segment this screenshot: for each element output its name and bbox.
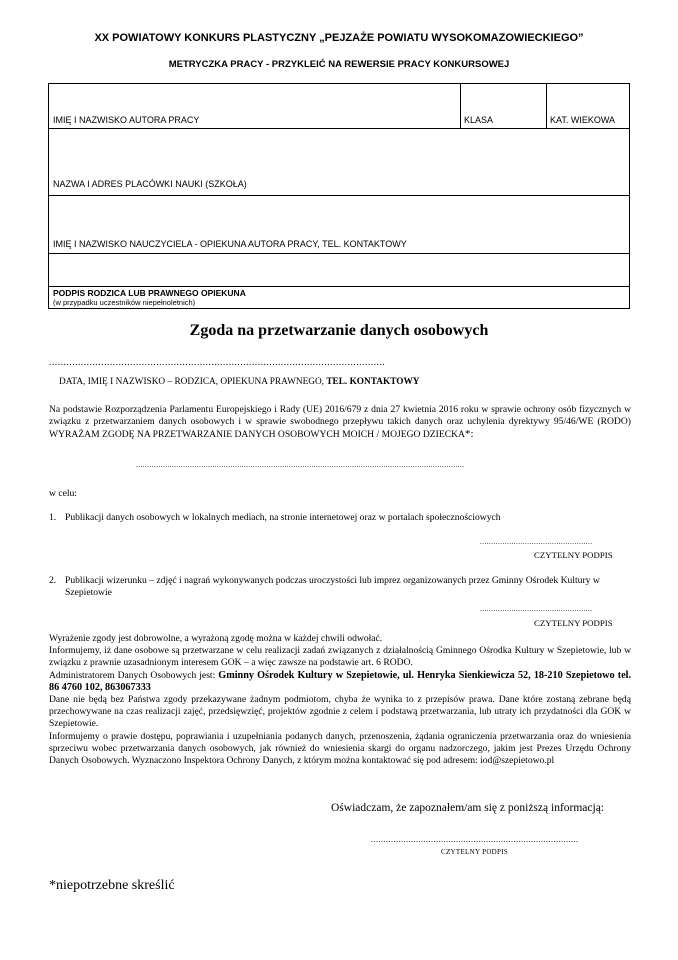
age-category-field-label: KAT. WIEKOWA (550, 115, 616, 125)
row-divider (49, 195, 629, 196)
footnote: *niepotrzebne skreślić (49, 878, 175, 893)
parent-signature-label: PODPIS RODZICA LUB PRAWNEGO OPIEKUNA (53, 288, 246, 298)
class-field-label: KLASA (464, 115, 494, 125)
guardian-data-line: .................................................................................................................... (49, 357, 386, 368)
row-divider (49, 128, 629, 129)
age-column-divider (546, 84, 547, 129)
author-field-label: IMIĘ I NAZWISKO AUTORA PRACY (53, 115, 200, 125)
row-divider (49, 286, 629, 287)
signature-line-2: .................................................. (480, 605, 593, 613)
signature-line-1: .................................................. (480, 538, 593, 546)
row-divider (49, 253, 629, 254)
item-1-text: Publikacji danych osobowych w lokalnych mediach, na stronie internetowej oraz w portalach społecznościowych (65, 512, 501, 523)
name-entry-line: .................................................................................................................................................. (136, 461, 465, 469)
page-subtitle: METRYCZKA PRACY - PRZYKLEIĆ NA REWERSIE PRACY KONKURSOWEJ (168, 59, 510, 70)
signature-label-1: CZYTELNY PODPIS (534, 550, 613, 560)
class-column-divider (460, 84, 461, 129)
guardian-data-label: DATA, IMIĘ I NAZWISKO – RODZICA, OPIEKUNA PRAWNEGO, TEL. KONTAKTOWY (59, 377, 420, 387)
voluntary-consent-text: Wyrażenie zgody jest dobrowolne, a wyrażoną zgodę można w każdej chwili odwołać. (49, 633, 383, 644)
data-rights-text: Informujemy o prawie dostępu, poprawiania i uzupełniania podanych danych, przenoszenia, żądania ograniczenia przetwarzania oraz do wniesienia sprzeciwu wobec przetwarzania danych osobowych, jak również do wniesienia skargi do organu nadzorczego, jakim jest Prezes Urzędu Ochrony Danych Osobowych. Wyznaczono Inspektora Ochrony Danych, z którym można kontaktować się pod adresem: iod@szepietowo.pl (49, 730, 631, 767)
item-2-number: 2. (49, 575, 57, 586)
signature-label-2: CZYTELNY PODPIS (534, 618, 613, 628)
declaration-signature-line: ................................................................................... (371, 835, 579, 844)
processing-purpose-text: Informujemy, iż dane osobowe są przetwarzane w celu realizacji zadań związanych z działalnością Gminnego Ośrodka Kultury w Szepietowie, lub w związku z prawnie uzasadnionym interesem GOK – a więc zawsze na podstawie art. 6 RODO. (49, 645, 631, 669)
teacher-field-label: IMIĘ I NAZWISKO NAUCZYCIELA - OPIEKUNA AUTORA PRACY, TEL. KONTAKTOWY (53, 239, 407, 249)
parent-signature-note: (w przypadku uczestników niepełnoletnich) (53, 298, 196, 307)
item-2-text: Publikacji wizerunku – zdjęć i nagrań wykonywanych podczas uroczystości lub imprez organizowanych przez Gminny Ośrodek Kultury w Szepietowie (65, 575, 600, 599)
consent-heading: Zgoda na przetwarzanie danych osobowych (189, 322, 489, 339)
entry-form-table (48, 83, 630, 309)
declaration-signature-label: CZYTELNY PODPIS (441, 848, 509, 856)
school-field-label: NAZWA I ADRES PLACÓWKI NAUKI (SZKOŁA) (53, 179, 247, 189)
data-transfer-text: Dane nie będą bez Państwa zgody przekazywane żadnym podmiotom, chyba że wynika to z przepisów prawa. Dane które zostaną zebrane będą przechowywane na czas realizacji zajęć, przedsięwzięć, projektów zgodnie z celem i podstawą przetwarzania, lub utraty ich przydatności dla GOK w Szepietowie. (49, 694, 631, 730)
consent-intro-paragraph: Na podstawie Rozporządzenia Parlamentu Europejskiego i Rady (UE) 2016/679 z dnia 27 kwietnia 2016 roku w sprawie ochrony osób fizycznych w związku z przetwarzaniem danych osobowych i w sprawie swobodnego przepływu takich danych oraz uchylenia dyrektywy 95/46/WE (RODO) WYRAŻAM ZGODĘ NA PRZETWARZANIE DANYCH OSOBOWYCH MOICH / MOJEGO DZIECKA*: (49, 404, 631, 441)
purpose-label: w celu: (49, 488, 77, 499)
gdpr-info-block (49, 633, 631, 767)
administrator-text: Administratorem Danych Osobowych jest: Gminny Ośrodek Kultury w Szepietowie, ul. Henryka Sienkiewicza 52, 18-210 Szepietowo tel. 86 4760 102, 863067333 (49, 669, 631, 693)
item-1-number: 1. (49, 512, 57, 523)
declaration-text: Oświadczam, że zapoznałem/am się z poniższą informacją: (331, 802, 604, 814)
page-title: XX POWIATOWY KONKURS PLASTYCZNY „PEJZAŻE POWIATU WYSOKOMAZOWIECKIEGO” (94, 32, 584, 44)
